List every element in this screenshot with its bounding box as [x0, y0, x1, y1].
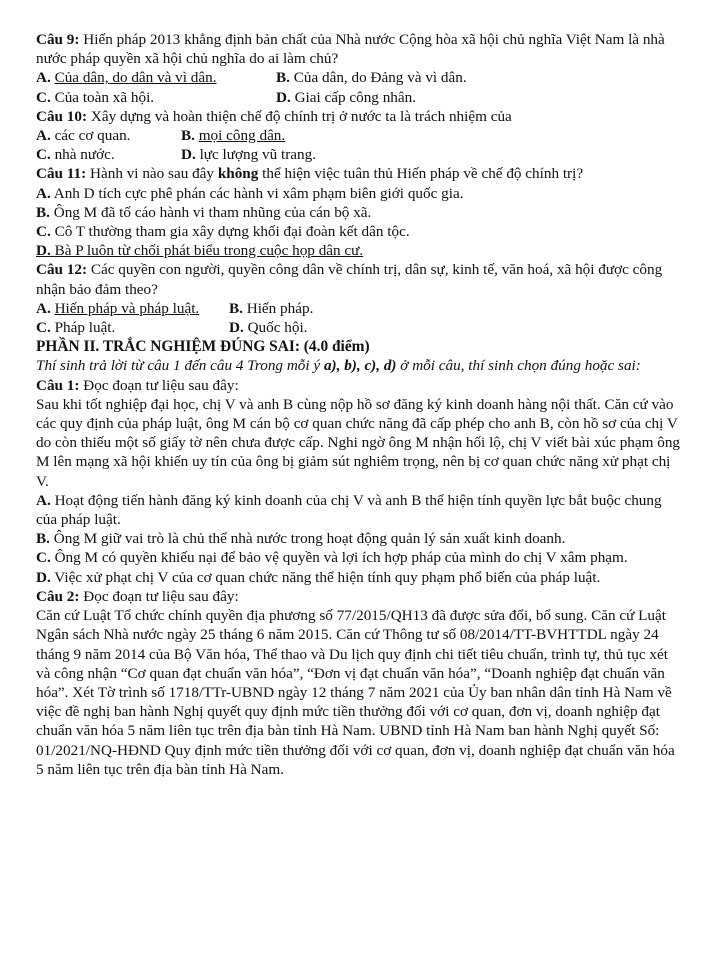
option-key: D.: [181, 146, 196, 164]
option-c[interactable]: [36, 318, 229, 337]
options-row: [36, 126, 685, 145]
option-text: Của toàn xã hội.: [54, 88, 155, 106]
option-b[interactable]: [36, 203, 685, 222]
instruction-text: Thí sinh trả lời từ câu 1 đến câu 4 Trong mỗi ý: [36, 357, 324, 375]
question-label: Câu 1:: [36, 376, 80, 394]
option-key: C.: [36, 146, 51, 164]
option-b[interactable]: [229, 299, 313, 318]
option-key: C.: [36, 319, 51, 337]
option-key: A.: [36, 184, 51, 202]
statement-c[interactable]: [36, 548, 685, 567]
option-key: B.: [229, 299, 243, 317]
option-a[interactable]: [36, 126, 181, 145]
option-key: B.: [36, 203, 50, 221]
option-b[interactable]: [276, 68, 467, 87]
statement-d[interactable]: [36, 568, 685, 587]
options-row: [36, 299, 685, 318]
options-row: [36, 88, 685, 107]
statement-key: B.: [36, 530, 50, 548]
statement-key: C.: [36, 549, 51, 567]
statement-text: Việc xử phạt chị V của cơ quan chức năng thể hiện tính quy phạm phổ biến của pháp luật.: [54, 568, 601, 586]
option-text: nhà nước.: [54, 146, 115, 164]
statement-text: Ông M có quyền khiếu nại để bảo vệ quyền và lợi ích hợp pháp của mình do chị V xâm phạm.: [54, 549, 628, 567]
question-11: [36, 164, 685, 183]
option-c[interactable]: [36, 222, 685, 241]
option-a[interactable]: [36, 299, 229, 318]
option-d[interactable]: [276, 88, 416, 107]
question-12: [36, 260, 685, 298]
section-heading: PHẦN II. TRẮC NGHIỆM ĐÚNG SAI: (4.0 điểm): [36, 338, 370, 356]
question-label: Câu 10:: [36, 107, 88, 125]
question-text: Hành vi nào sau đây: [86, 165, 218, 183]
question-label: Câu 2:: [36, 587, 80, 605]
options-row: [36, 318, 685, 337]
tf-question-2: [36, 587, 685, 606]
option-key: A.: [36, 299, 51, 317]
option-key: D.: [276, 88, 291, 106]
option-c[interactable]: [36, 145, 181, 164]
question-text: Đọc đoạn tư liệu sau đây:: [79, 376, 239, 394]
tf-question-1: [36, 376, 685, 395]
option-text: mọi công dân.: [198, 127, 286, 145]
options-row: [36, 145, 685, 164]
option-text: Bà P luôn từ chối phát biểu trong cuộc họp dân cư.: [54, 242, 364, 260]
option-text: Của dân, do dân và vì dân.: [54, 69, 217, 87]
option-b[interactable]: [181, 126, 285, 145]
statement-key: D.: [36, 568, 51, 586]
instruction-text: ở mỗi câu, thí sinh chọn đúng hoặc sai:: [396, 357, 641, 375]
question-emphasis: không: [217, 165, 259, 183]
option-c[interactable]: [36, 88, 276, 107]
option-d[interactable]: [229, 318, 307, 337]
option-a[interactable]: [36, 184, 685, 203]
option-key: A.: [36, 69, 51, 87]
option-d[interactable]: [36, 241, 685, 260]
question-text: Đọc đoạn tư liệu sau đây:: [79, 587, 239, 605]
options-row: [36, 68, 685, 87]
option-text: Ông M đã tố cáo hành vi tham nhũng của cán bộ xã.: [53, 203, 372, 221]
option-key: C.: [36, 223, 51, 241]
statement-key: A.: [36, 491, 51, 509]
option-text: Cô T thường tham gia xây dựng khối đại đoàn kết dân tộc.: [54, 223, 410, 241]
option-a[interactable]: [36, 68, 276, 87]
option-text: lực lượng vũ trang.: [199, 146, 317, 164]
option-text: Pháp luật.: [54, 319, 116, 337]
question-text: Xây dựng và hoàn thiện chế độ chính trị ở nước ta là trách nhiệm của: [87, 107, 512, 125]
option-key: B.: [276, 69, 290, 87]
option-text: Quốc hội.: [247, 319, 308, 337]
option-text: Hiến pháp và pháp luật.: [54, 299, 200, 317]
section-instructions: [36, 356, 685, 375]
statement-b[interactable]: [36, 529, 685, 548]
statement-text: Ông M giữ vai trò là chủ thể nhà nước trong hoạt động quản lý sản xuất kinh doanh.: [53, 530, 566, 548]
question-9: [36, 30, 685, 68]
question-text: Hiến pháp 2013 khẳng định bản chất của Nhà nước Cộng hòa xã hội chủ nghĩa Việt Nam là nhà nước pháp quyền xã hội chủ nghĩa do ai làm chủ?: [36, 31, 665, 68]
question-text: Các quyền con người, quyền công dân về chính trị, dân sự, kinh tế, văn hoá, xã hội được công nhận bảo đảm theo?: [36, 261, 663, 298]
option-key: A.: [36, 127, 51, 145]
passage: Căn cứ Luật Tổ chức chính quyền địa phương số 77/2015/QH13 đã được sửa đổi, bổ sung. Căn cứ Luật Ngân sách Nhà nước ngày 25 tháng 6 năm 2015. Căn cứ Thông tư số 08/2014/TT-BVHTTDL ngày 24 tháng 9 năm 2014 của Bộ Văn hóa, Thể thao và Du lịch quy định chi tiết tiêu chuẩn, trình tự, thủ tục xét và công nhận “Cơ quan đạt chuẩn văn hóa”, “Đơn vị đạt chuẩn văn hóa”, “Doanh nghiệp đạt chuẩn văn hóa”. Xét Tờ trình số 1718/TTr-UBND ngày 12 tháng 7 năm 2021 của Ủy ban nhân dân tỉnh Hà Nam về việc đề nghị ban hành Nghị quyết quy định mức tiền thưởng đối với cơ quan, đơn vị, doanh nghiệp đạt chuẩn văn hóa 5 năm liên tục trên địa bàn tỉnh Hà Nam. UBND tỉnh Hà Nam ban hành Nghị quyết Số: 01/2021/NQ-HĐND Quy định mức tiền thưởng đối với cơ quan, đơn vị, doanh nghiệp đạt chuẩn văn hóa 5 năm liên tục trên địa bàn tỉnh Hà Nam.: [36, 607, 675, 778]
question-label: Câu 12:: [36, 261, 88, 279]
question-label: Câu 11:: [36, 165, 87, 183]
question-label: Câu 9:: [36, 31, 80, 48]
option-key: D.: [36, 242, 51, 260]
passage: Sau khi tốt nghiệp đại học, chị V và anh B cùng nộp hồ sơ đăng ký kinh doanh hàng nội thất. Căn cứ vào các quy định của pháp luật, ông M cán bộ cơ quan chức năng đã cấp phép cho anh B, còn hồ sơ của chị V do còn thiếu một số giấy tờ nên chưa được cấp. Nghi ngờ ông M nhận hối lộ, chị V viết bài xúc phạm ông M lên mạng xã hội khiến uy tín của ông bị giảm sút nghiêm trọng, nên bị cơ quan chức năng xử phạt chị V.: [36, 395, 681, 490]
option-text: Hiến pháp.: [246, 299, 314, 317]
option-text: Của dân, do Đảng và vì dân.: [293, 69, 467, 87]
question-text: thể hiện việc tuân thủ Hiến pháp về chế độ chính trị?: [258, 165, 584, 183]
option-key: C.: [36, 88, 51, 106]
option-text: Giai cấp công nhân.: [294, 88, 417, 106]
option-text: các cơ quan.: [54, 127, 131, 145]
option-key: B.: [181, 127, 195, 145]
statement-text: Hoạt động tiến hành đăng ký kinh doanh của chị V và anh B thể hiện tính quyền lực bắt buộc chung của pháp luật.: [36, 491, 662, 529]
option-d[interactable]: [181, 145, 316, 164]
instruction-emphasis: a), b), c), d): [323, 357, 397, 375]
option-key: D.: [229, 319, 244, 337]
option-text: Anh D tích cực phê phán các hành vi xâm phạm biên giới quốc gia.: [53, 184, 464, 202]
statement-a[interactable]: [36, 491, 685, 529]
question-10: [36, 107, 685, 126]
